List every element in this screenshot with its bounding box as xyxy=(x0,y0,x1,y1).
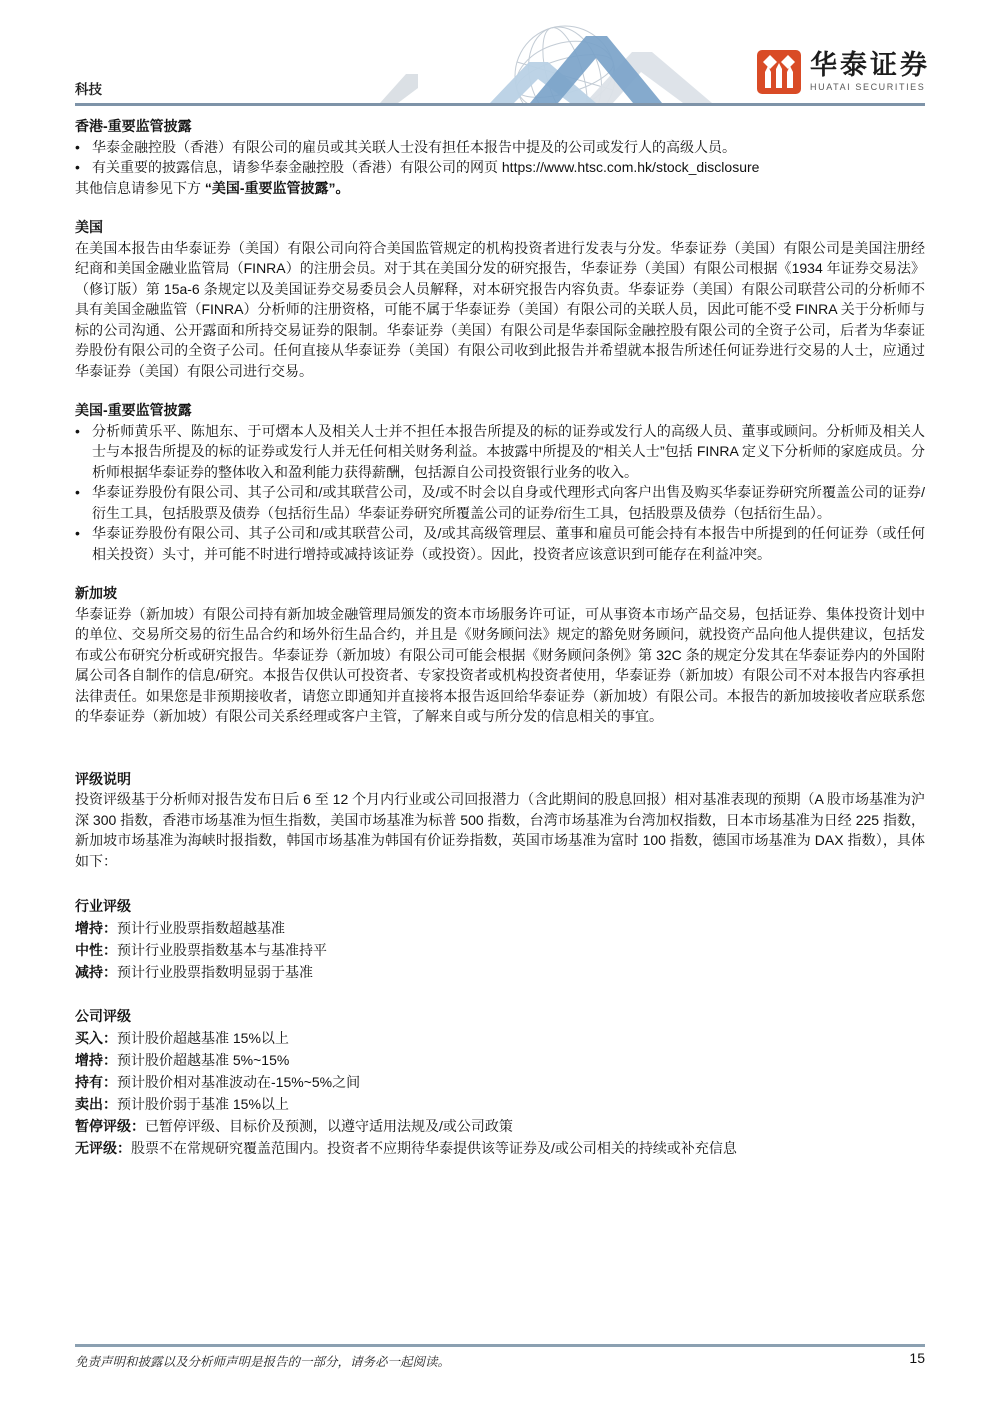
rating-text: 预计行业股票指数超越基准 xyxy=(117,920,285,936)
list-item xyxy=(75,523,925,564)
header-divider xyxy=(75,103,925,106)
huatai-logo xyxy=(757,50,930,94)
usd-bullet-2: 华泰证券股份有限公司、其子公司和/或其联营公司，及/或不时会以自身或代理形式向客户出售及购买华泰证券研究所覆盖公司的证券/衍生工具，包括股票及债券（包括衍生品）华泰证券研究所覆盖公司的证券/衍生工具，包括股票及债券（包括衍生品）。 xyxy=(92,484,925,521)
hk-cont-text: 其他信息请参见下方 xyxy=(75,179,205,196)
hk-bullet-1: 华泰金融控股（香港）有限公司的雇员或其关联人士没有担任本报告中提及的公司或发行人的高级人员。 xyxy=(92,138,736,155)
list-item xyxy=(75,482,925,523)
globe-graphic xyxy=(380,24,740,103)
hk-continuation-line xyxy=(75,178,925,199)
rating-text: 预计股价超越基准 15%以上 xyxy=(117,1030,289,1046)
bullet-icon: • xyxy=(75,159,80,175)
list-item xyxy=(75,137,925,158)
logo-name-en: HUATAI SECURITIES xyxy=(810,82,926,92)
hk-bullet-2 xyxy=(92,157,925,178)
section-industry-rating xyxy=(75,895,925,983)
usd-bullet-3: 华泰证券股份有限公司、其子公司和/或其联营公司，及/或其高级管理层、董事和雇员可能会持有本报告中所提到的任何证券（或任何相关投资）头寸，并可能不时进行增持或减持该证券（或投资）。因此，投资者应该意识到可能存在利益冲突。 xyxy=(92,525,925,562)
section-us xyxy=(75,217,925,381)
section-rating-notes xyxy=(75,769,925,872)
report-category: 科技 xyxy=(75,82,102,97)
usd-bullet-1: 分析师黄乐平、陈旭东、于可熠本人及相关人士并不担任本报告所提及的标的证券或发行人的高级人员、董事或顾问。分析师及相关人士与本报告所提及的标的证券或发行人并无任何相关财务利益。本披露中所提及的“相关人士”包括 FINRA 定义下分析师的家庭成员。分析师根据华泰证券的整体收入和盈利能力获得薪酬，包括源自公司投资银行业务的收入。 xyxy=(92,422,925,480)
stock-disclosure-link[interactable]: https://www.htsc.com.hk/stock_disclosure xyxy=(501,159,760,175)
company-rating-overweight xyxy=(75,1049,925,1071)
list-item xyxy=(75,157,925,178)
rating-text: 预计股价相对基准波动在-15%~5%之间 xyxy=(117,1074,361,1090)
section-title-industry-rating: 行业评级 xyxy=(75,898,131,914)
bullet-icon: • xyxy=(75,525,80,541)
rating-text: 预计行业股票指数基本与基准持平 xyxy=(117,942,327,958)
footer-disclaimer-note: 免责声明和披露以及分析师声明是报告的一部分，请务必一起阅读。 xyxy=(75,1355,451,1369)
rating-label: 持有： xyxy=(75,1074,117,1090)
rating-text: 预计股价弱于基准 15%以上 xyxy=(117,1096,289,1112)
section-singapore xyxy=(75,583,925,727)
section-title-rating-notes: 评级说明 xyxy=(75,770,131,787)
rating-label: 暂停评级： xyxy=(75,1118,145,1134)
rating-text: 预计股价超越基准 5%~15% xyxy=(117,1052,290,1068)
rating-label: 无评级： xyxy=(75,1140,131,1156)
rating-label: 卖出： xyxy=(75,1096,117,1112)
bullet-icon: • xyxy=(75,422,80,439)
disclosure-content xyxy=(75,116,925,1159)
company-rating-norating xyxy=(75,1137,925,1159)
section-title-us-disclosure: 美国-重要监管披露 xyxy=(75,402,192,418)
section-title-us: 美国 xyxy=(75,219,103,235)
page-number: 15 xyxy=(909,1350,925,1366)
section-title-hongkong: 香港-重要监管披露 xyxy=(75,118,192,134)
rating-label: 减持： xyxy=(75,964,117,980)
rating-label: 增持： xyxy=(75,1052,117,1068)
list-item xyxy=(75,421,925,483)
rating-paragraph: 投资评级基于分析师对报告发布日后 6 至 12 个月内行业或公司回报潜力（含此期间的股息回报）相对基准表现的预期（A 股市场基准为沪深 300 指数，香港市场基准为恒生指数，美国市场基准为标普 500 指数，台湾市场基准为台湾加权指数，日本市场基准为日经 225 指数，新加坡市场基准为海峡时报指数，韩国市场基准为韩国有价证券指数，英国市场基准为富时 100 指数，德国市场基准为 DAX 指数），具体如下： xyxy=(75,791,925,869)
rating-label: 买入： xyxy=(75,1030,117,1046)
rating-label: 增持： xyxy=(75,920,117,936)
section-title-company-rating: 公司评级 xyxy=(75,1008,131,1024)
section-title-singapore: 新加坡 xyxy=(75,585,117,601)
rating-label: 中性： xyxy=(75,942,117,958)
hk-bullet-2-text: 有关重要的披露信息，请参华泰金融控股（香港）有限公司的网页 xyxy=(92,159,502,175)
rating-text: 已暂停评级、目标价及预测，以遵守适用法规及/或公司政策 xyxy=(145,1118,513,1134)
logo-name-cn: 华泰证券 xyxy=(810,50,930,80)
industry-rating-neutral xyxy=(75,939,925,961)
footer-divider xyxy=(75,1344,925,1347)
sg-paragraph: 华泰证券（新加坡）有限公司持有新加坡金融管理局颁发的资本市场服务许可证，可从事资本市场产品交易，包括证券、集体投资计划中的单位、交易所交易的衍生品合约和场外衍生品合约，并且是《财务顾问法》规定的豁免财务顾问，就投资产品向他人提供建议，包括发布或公布研究分析或研究报告。华泰证券（新加坡）有限公司可能会根据《财务顾问条例》第 32C 条的规定分发其在华泰证券内的外国附属公司各自制作的信息/研究。本报告仅供认可投资者、专家投资者或机构投资者使用，华泰证券（新加坡）有限公司不对本报告内容承担法律责任。如果您是非预期接收者，请您立即通知并直接将本报告返回给华泰证券（新加坡）有限公司。本报告的新加坡接收者应联系您的华泰证券（新加坡）有限公司关系经理或客户主管，了解来自或与所分发的信息相关的事宜。 xyxy=(75,605,925,724)
section-us-disclosure xyxy=(75,400,925,564)
rating-text: 股票不在常规研究覆盖范围内。投资者不应期待华泰提供该等证券及/或公司相关的持续或补充信息 xyxy=(131,1140,737,1156)
bullet-icon: • xyxy=(75,484,80,500)
industry-rating-overweight xyxy=(75,917,925,939)
huatai-logo-text xyxy=(810,50,930,92)
section-hongkong-disclosure xyxy=(75,116,925,198)
hk-cont-bold-ref: “美国-重要监管披露”。 xyxy=(204,179,350,196)
huatai-logo-icon xyxy=(757,50,801,94)
us-paragraph: 在美国本报告由华泰证券（美国）有限公司向符合美国监管规定的机构投资者进行发表与分发。华泰证券（美国）有限公司是美国注册经纪商和美国金融业监管局（FINRA）的注册会员。对于其在美国分发的研究报告，华泰证券（美国）有限公司根据《1934 年证券交易法》（修订版）第 15a-6 条规定以及美国证券交易委员会人员解释，对本研究报告内容负责。华泰证券（美国）有限公司联营公司的分析师不具有美国金融监管（FINRA）分析师的注册资格，可能不属于华泰证券（美国）有限公司的关联人员，因此可能不受 FINRA 关于分析师与标的公司沟通、公开露面和所持交易证券的限制。华泰证券（美国）有限公司是华泰国际金融控股有限公司的全资子公司，后者为华泰证券股份有限公司的全资子公司。任何直接从华泰证券（美国）有限公司收到此报告并希望就本报告所述任何证券进行交易的人士，应通过华泰证券（美国）有限公司进行交易。 xyxy=(75,239,925,379)
company-rating-sell xyxy=(75,1093,925,1115)
company-rating-buy xyxy=(75,1027,925,1049)
bullet-icon: • xyxy=(75,138,80,155)
section-company-rating xyxy=(75,1005,925,1159)
industry-rating-underweight xyxy=(75,961,925,983)
company-rating-suspended xyxy=(75,1115,925,1137)
rating-text: 预计行业股票指数明显弱于基准 xyxy=(117,964,313,980)
company-rating-hold xyxy=(75,1071,925,1093)
